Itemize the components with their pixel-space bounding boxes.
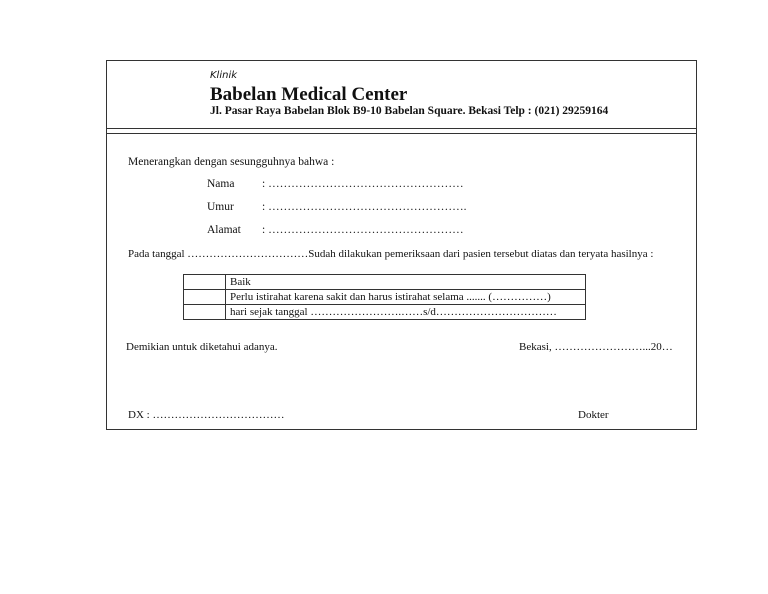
field-value-nama: : …………………………………………… — [262, 178, 464, 190]
field-value-umur: : ……………………………………………. — [262, 201, 467, 213]
place-date: Bekasi, ……………………...20… — [519, 341, 673, 353]
result-checkbox-cell — [184, 290, 226, 305]
table-row — [184, 290, 586, 305]
medical-certificate-form — [106, 60, 697, 430]
field-label-umur: Umur — [207, 201, 234, 213]
header-divider-bottom — [107, 133, 696, 134]
result-text-cell: hari sejak tanggal …………………….……s/d…………………………… — [226, 305, 586, 320]
closing-text: Demikian untuk diketahui adanya. — [126, 341, 278, 353]
result-checkbox-cell — [184, 275, 226, 290]
result-text-cell: Perlu istirahat karena sakit dan harus istirahat selama ....... (……………) — [226, 290, 586, 305]
exam-sentence: Pada tanggal ……………………………Sudah dilakukan pemeriksaan dari pasien tersebut diatas dan teryata hasilnya : — [128, 248, 654, 260]
table-row — [184, 305, 586, 320]
field-value-alamat: : …………………………………………… — [262, 224, 464, 236]
result-text-cell: Baik — [226, 275, 586, 290]
table-row — [184, 275, 586, 290]
result-checkbox-cell — [184, 305, 226, 320]
clinic-address: Jl. Pasar Raya Babelan Blok B9-10 Babelan Square. Bekasi Telp : (021) 29259164 — [210, 105, 609, 117]
clinic-name: Babelan Medical Center — [210, 84, 408, 105]
intro-text: Menerangkan dengan sesungguhnya bahwa : — [128, 156, 335, 168]
signature-label: Dokter — [578, 409, 609, 421]
field-label-alamat: Alamat — [207, 224, 241, 236]
clinic-label: Klinik — [210, 70, 238, 81]
dx-field: DX : ……………………………… — [128, 409, 285, 421]
header-divider-top — [107, 128, 696, 129]
result-table — [183, 274, 586, 320]
field-label-nama: Nama — [207, 178, 235, 190]
